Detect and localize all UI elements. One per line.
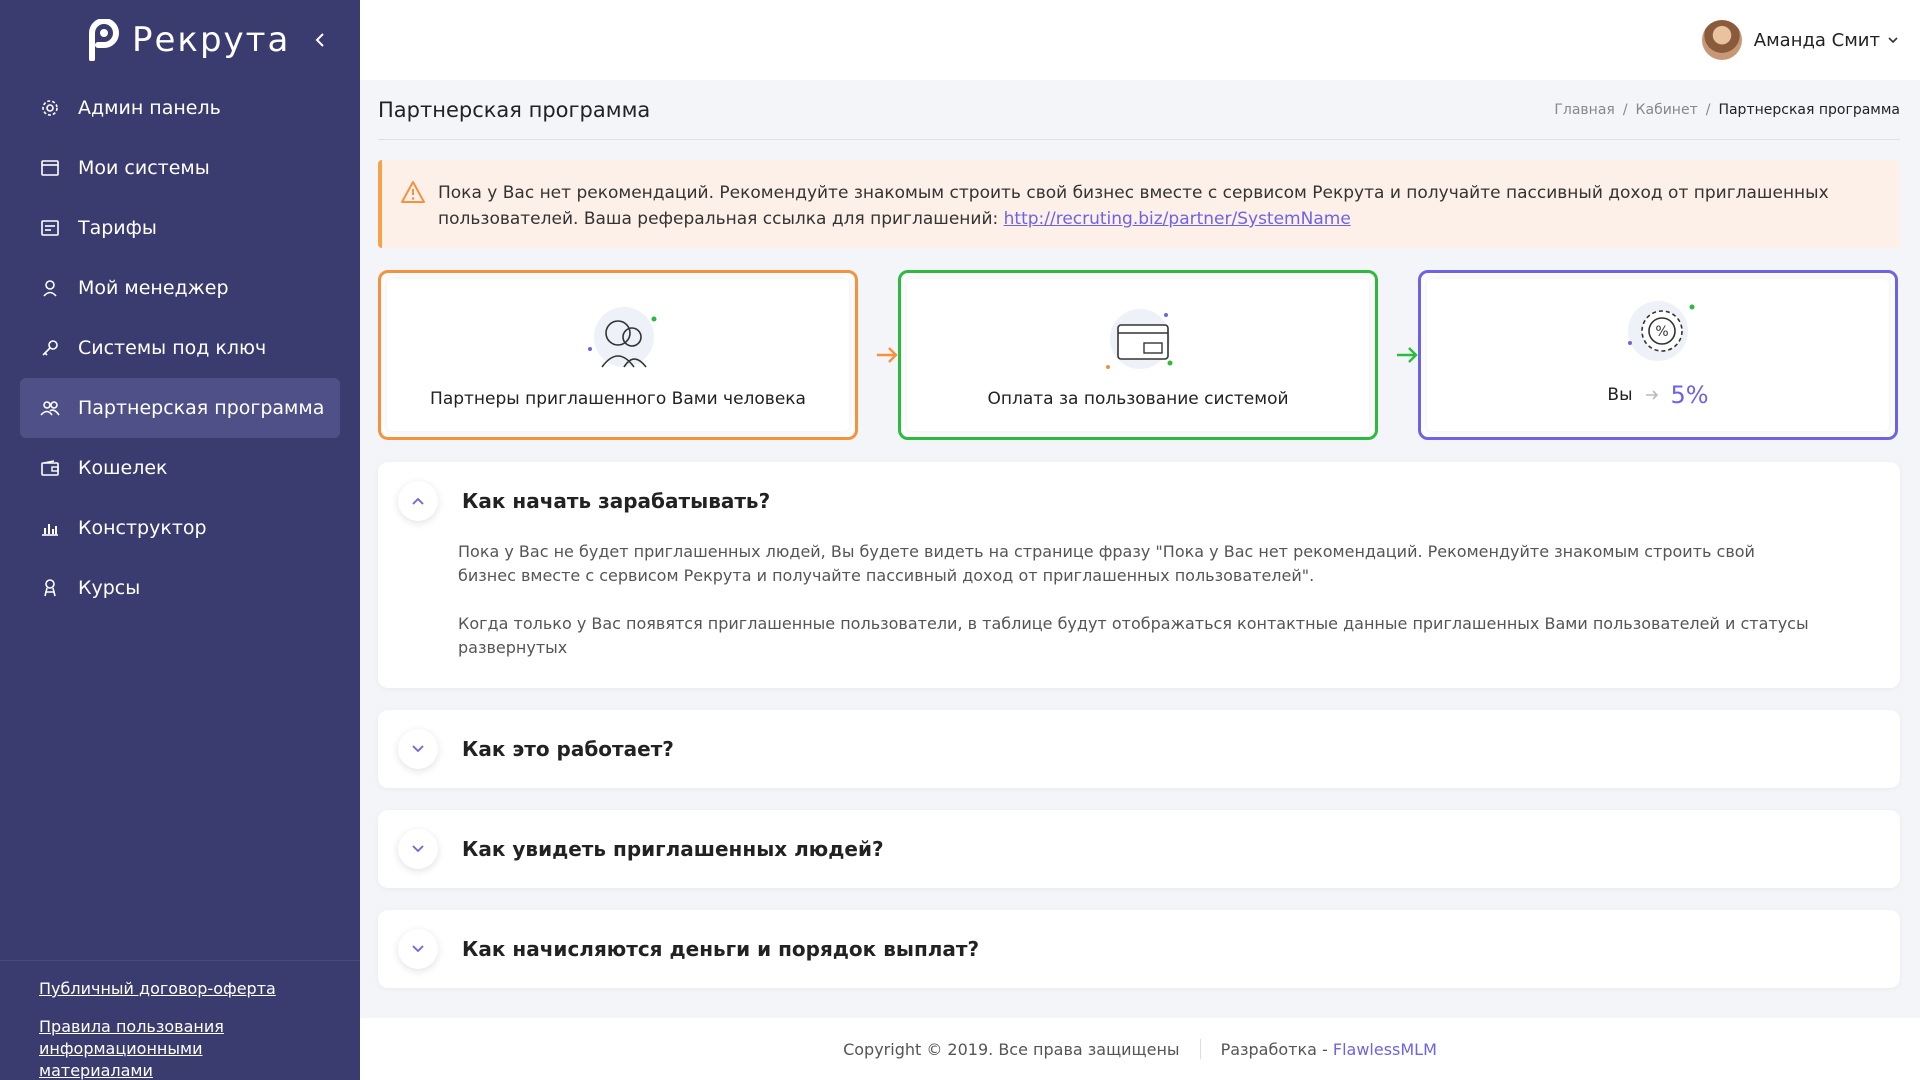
sidebar-item-systems[interactable] bbox=[20, 138, 340, 198]
topbar bbox=[360, 0, 1920, 80]
svg-text:%: % bbox=[1655, 324, 1669, 340]
developer-link[interactable]: FlawlessMLM bbox=[1332, 1039, 1437, 1059]
tariff-icon bbox=[40, 218, 60, 238]
step-label: Вы bbox=[1607, 385, 1633, 405]
sidebar-item-label: Мой менеджер bbox=[78, 277, 229, 299]
sidebar-item-courses[interactable] bbox=[20, 558, 340, 618]
chevron-down-icon[interactable] bbox=[398, 729, 438, 769]
avatar bbox=[1702, 20, 1742, 60]
alert-text: Пока у Вас нет рекомендаций. Рекомендуйте знакомым строить свой бизнес вместе с сервисом Рекрута и получайте пассивный доход от приглашенных пользователей. Ваша реферальная ссылка для приглашений: bbox=[438, 183, 1829, 229]
sidebar-item-label: Курсы bbox=[78, 577, 141, 599]
sidebar-divider bbox=[0, 960, 360, 961]
faq-paragraph: Пока у Вас не будет приглашенных людей, Вы будете видеть на странице фразу "Пока у Вас нет рекомендаций. Рекомендуйте знакомым строить свой бизнес вместе с сервисом Рекрута и получайте пассивный доход от приглашенных пользователей". bbox=[458, 542, 1755, 585]
window-icon bbox=[40, 158, 60, 178]
faq-accordion bbox=[378, 462, 1900, 988]
faq-item bbox=[378, 462, 1900, 688]
percent-illustration-icon bbox=[1608, 293, 1708, 369]
sidebar-item-label: Конструктор bbox=[78, 517, 207, 539]
sidebar-item-label: Тарифы bbox=[78, 217, 157, 239]
sidebar-item-admin[interactable] bbox=[20, 78, 340, 138]
people-illustration-icon bbox=[568, 301, 668, 377]
breadcrumb-current: Партнерская программа bbox=[1718, 101, 1900, 118]
referral-link[interactable]: http://recruting.biz/partner/SystemName bbox=[1003, 209, 1351, 229]
sidebar-item-tariffs[interactable] bbox=[20, 198, 340, 258]
breadcrumb-cabinet[interactable]: Кабинет bbox=[1635, 101, 1698, 118]
faq-toggle[interactable] bbox=[378, 710, 1900, 788]
user-menu[interactable] bbox=[1702, 20, 1898, 60]
page-title: Партнерская программа bbox=[378, 97, 651, 122]
sidebar-item-constructor[interactable] bbox=[20, 498, 340, 558]
chart-icon bbox=[40, 518, 60, 538]
sidebar bbox=[0, 0, 360, 1080]
referral-steps bbox=[378, 270, 1900, 440]
key-icon bbox=[40, 338, 60, 358]
faq-answer bbox=[378, 540, 1900, 688]
faq-item bbox=[378, 910, 1900, 988]
copyright-text: Copyright © 2019. Все права защищены bbox=[843, 1039, 1180, 1059]
logo-icon bbox=[86, 19, 122, 61]
logo-text: Рекрута bbox=[132, 20, 291, 60]
step-label: Оплата за пользование системой bbox=[987, 389, 1289, 409]
step-card-payment bbox=[898, 270, 1378, 440]
courses-icon bbox=[40, 578, 60, 598]
sidebar-item-label: Партнерская программа bbox=[78, 397, 325, 419]
footer bbox=[360, 1018, 1920, 1080]
offer-agreement-link[interactable]: Публичный договор-оферта bbox=[39, 979, 276, 998]
logo[interactable] bbox=[86, 18, 290, 62]
developer-prefix: Разработка - bbox=[1220, 1039, 1333, 1059]
sidebar-item-wallet[interactable] bbox=[20, 438, 340, 498]
you-percent-row bbox=[1607, 381, 1708, 409]
faq-toggle[interactable] bbox=[378, 910, 1900, 988]
sidebar-item-label: Мои системы bbox=[78, 157, 210, 179]
sidebar-item-turnkey[interactable] bbox=[20, 318, 340, 378]
referral-alert bbox=[378, 160, 1900, 248]
sidebar-footer-links bbox=[39, 978, 319, 1080]
partners-icon bbox=[40, 398, 60, 418]
step-card-partners bbox=[378, 270, 858, 440]
chevron-down-icon[interactable] bbox=[398, 929, 438, 969]
breadcrumb-separator: / bbox=[1705, 101, 1711, 118]
step-label: Партнеры приглашенного Вами человека bbox=[430, 389, 806, 409]
footer-divider bbox=[1200, 1039, 1201, 1059]
arrow-right-icon bbox=[1645, 389, 1659, 401]
commission-percent: 5% bbox=[1670, 381, 1709, 409]
faq-title: Как начать зарабатывать? bbox=[462, 489, 771, 513]
faq-paragraph: Когда только у Вас появятся приглашенные пользователи, в таблице будут отображаться контактные данные приглашенных Вами пользователей и статусы развернутых bbox=[458, 614, 1809, 657]
main-content bbox=[378, 80, 1900, 1010]
sidebar-item-manager[interactable] bbox=[20, 258, 340, 318]
user-name: Аманда Смит bbox=[1753, 29, 1880, 51]
faq-title: Как увидеть приглашенных людей? bbox=[462, 837, 884, 861]
breadcrumb-separator: / bbox=[1622, 101, 1628, 118]
faq-title: Как начисляются деньги и порядок выплат? bbox=[462, 937, 980, 961]
page-header bbox=[378, 80, 1900, 140]
gear-icon bbox=[40, 98, 60, 118]
breadcrumb bbox=[1554, 102, 1900, 118]
faq-toggle[interactable] bbox=[378, 810, 1900, 888]
step-card-you bbox=[1418, 270, 1898, 440]
breadcrumb-home[interactable]: Главная bbox=[1554, 101, 1615, 118]
sidebar-item-label: Админ панель bbox=[78, 97, 221, 119]
chevron-down-icon bbox=[1888, 36, 1898, 44]
credit-card-illustration-icon bbox=[1088, 301, 1188, 377]
faq-toggle[interactable] bbox=[378, 462, 1900, 540]
sidebar-item-label: Кошелек bbox=[78, 457, 168, 479]
sidebar-item-label: Системы под ключ bbox=[78, 337, 267, 359]
faq-item bbox=[378, 710, 1900, 788]
manager-icon bbox=[40, 278, 60, 298]
faq-title: Как это работает? bbox=[462, 737, 674, 761]
collapse-sidebar-button[interactable] bbox=[308, 26, 332, 54]
chevron-up-icon[interactable] bbox=[398, 481, 438, 521]
warning-icon bbox=[400, 180, 426, 204]
usage-rules-link[interactable]: Правила пользования информационными материалами bbox=[39, 1017, 224, 1080]
chevron-down-icon[interactable] bbox=[398, 829, 438, 869]
sidebar-menu bbox=[20, 78, 340, 618]
sidebar-item-partners[interactable] bbox=[20, 378, 340, 438]
chevron-left-icon bbox=[314, 32, 326, 48]
faq-item bbox=[378, 810, 1900, 888]
wallet-icon bbox=[40, 458, 60, 478]
